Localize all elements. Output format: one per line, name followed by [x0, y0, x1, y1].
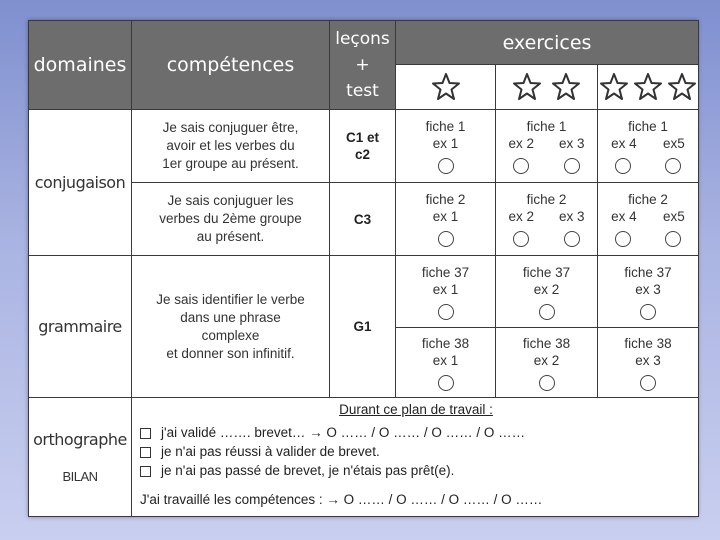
bilan-check-not-passed-text: je n'ai pas passé de brevet, je n'étais pas prêt(e). — [161, 463, 455, 478]
bilan-summary: J'ai travaillé les compétences : → O …… / O …… / O …… / O …… — [140, 492, 543, 507]
completion-circle[interactable] — [665, 158, 681, 174]
completion-circle[interactable] — [665, 231, 681, 247]
ex-label: ex 3 — [635, 281, 661, 297]
exercise-cell — [396, 328, 496, 398]
completion-circle[interactable] — [438, 375, 454, 391]
competence-cell — [132, 256, 330, 398]
lesson-cell — [330, 256, 396, 398]
fiche-label: fiche 38 — [421, 335, 470, 351]
competency-table — [28, 20, 699, 517]
competence-line: et donner son infinitif. — [166, 345, 295, 361]
checkbox-not-passed[interactable] — [140, 466, 151, 477]
ex-label: ex 1 — [432, 209, 459, 224]
fiche-label: fiche 1 — [425, 119, 466, 134]
header-lecons-line3: test — [346, 81, 379, 101]
ex-label: ex5 — [663, 209, 685, 224]
completion-circle[interactable] — [513, 158, 529, 174]
fiche-label: fiche 37 — [624, 264, 672, 280]
competence-cell — [132, 183, 330, 256]
ex-label: ex 4 — [611, 209, 637, 224]
worksheet — [28, 20, 698, 517]
lesson-line: c2 — [354, 147, 371, 162]
competence-line: Je sais conjuguer être, — [162, 120, 299, 135]
fiche-label: fiche 2 — [425, 192, 466, 207]
header-exercices: exercices — [396, 21, 699, 65]
ex-label: ex5 — [663, 136, 685, 151]
lesson-cell — [330, 183, 396, 256]
difficulty-1-stars — [396, 65, 496, 110]
competence-line: dans une phrase — [180, 309, 281, 325]
competence-line: 1er groupe au présent. — [162, 156, 299, 171]
fiche-label: fiche 1 — [526, 119, 567, 134]
completion-circle[interactable] — [564, 231, 580, 247]
checkbox-failed[interactable] — [140, 447, 151, 458]
exercise-cell — [496, 328, 598, 398]
header-domaines: domaines — [29, 21, 132, 110]
ex-label: ex 1 — [432, 136, 459, 151]
completion-circle[interactable] — [615, 158, 631, 174]
completion-circle[interactable] — [564, 158, 580, 174]
ex-label: ex 3 — [558, 209, 585, 224]
header-competences: compétences — [132, 21, 330, 110]
exercise-cell — [396, 110, 496, 183]
completion-circle[interactable] — [640, 375, 656, 391]
difficulty-2-stars — [496, 65, 598, 110]
completion-circle[interactable] — [615, 231, 631, 247]
ex-label: ex 2 — [508, 136, 535, 151]
bilan-check-failed — [140, 443, 692, 460]
bilan-check-not-passed — [140, 462, 692, 479]
star-icon — [551, 72, 581, 102]
domain-grammaire: grammaire — [29, 256, 132, 398]
lesson-cell — [330, 110, 396, 183]
exercise-cell — [598, 183, 699, 256]
competence-line: Je sais identifier le verbe — [156, 291, 305, 307]
exercise-cell — [598, 110, 699, 183]
header-lecons-line2: + — [355, 55, 370, 75]
star-icon — [599, 72, 629, 102]
completion-circle[interactable] — [438, 231, 454, 247]
exercise-cell — [496, 256, 598, 328]
exercise-cell — [496, 183, 598, 256]
ex-label: ex 2 — [533, 281, 560, 297]
bilan-title: Durant ce plan de travail : — [339, 402, 493, 417]
completion-circle[interactable] — [438, 158, 454, 174]
lesson-line: C1 et — [345, 130, 379, 145]
bilan-check-validated-text: j'ai validé ……. brevet… → O …… / O …… / O …… / O …… — [161, 425, 526, 440]
fiche-label: fiche 37 — [421, 264, 470, 280]
ex-label: ex 2 — [533, 352, 560, 368]
star-icon — [667, 72, 697, 102]
fiche-label: fiche 38 — [522, 335, 571, 351]
exercise-cell — [496, 110, 598, 183]
ex-label: ex 2 — [508, 209, 535, 224]
exercise-cell — [396, 183, 496, 256]
domain-conjugaison: conjugaison — [29, 110, 132, 256]
ex-label: ex 3 — [558, 136, 585, 151]
star-icon — [512, 72, 542, 102]
domain-orthographe — [29, 398, 132, 517]
competence-line: verbes du 2ème groupe — [159, 211, 302, 226]
completion-circle[interactable] — [513, 231, 529, 247]
fiche-label: fiche 38 — [624, 335, 672, 351]
domain-orthographe-label: orthographe — [33, 430, 127, 449]
lesson-line: G1 — [353, 319, 372, 334]
fiche-label: fiche 37 — [522, 264, 571, 280]
header-lecons-line1: leçons — [335, 29, 390, 49]
completion-circle[interactable] — [640, 304, 656, 320]
completion-circle[interactable] — [539, 304, 555, 320]
bilan-section — [132, 398, 699, 517]
exercise-cell — [598, 328, 699, 398]
checkbox-validated[interactable] — [140, 428, 151, 439]
bilan-label: BILAN — [62, 469, 98, 484]
competence-line: complexe — [201, 327, 260, 343]
lesson-line: C3 — [353, 211, 372, 227]
competence-line: avoir et les verbes du — [166, 138, 295, 153]
bilan-check-failed-text: je n'ai pas réussi à valider de brevet. — [161, 444, 380, 459]
star-icon — [431, 72, 461, 102]
fiche-label: fiche 2 — [526, 192, 567, 207]
exercise-cell — [598, 256, 699, 328]
header-lecons — [330, 21, 396, 110]
exercise-cell — [396, 256, 496, 328]
fiche-label: fiche 2 — [628, 192, 668, 207]
bilan-check-validated — [140, 424, 692, 441]
completion-circle[interactable] — [438, 304, 454, 320]
ex-label: ex 3 — [635, 352, 661, 368]
competence-line: Je sais conjuguer les — [167, 193, 294, 208]
ex-label: ex 4 — [611, 136, 637, 151]
competence-cell — [132, 110, 330, 183]
difficulty-3-stars — [598, 65, 699, 110]
competence-line: au présent. — [196, 229, 265, 244]
completion-circle[interactable] — [539, 375, 555, 391]
fiche-label: fiche 1 — [628, 119, 668, 134]
star-icon — [633, 72, 663, 102]
ex-label: ex 1 — [432, 281, 459, 297]
ex-label: ex 1 — [432, 352, 459, 368]
